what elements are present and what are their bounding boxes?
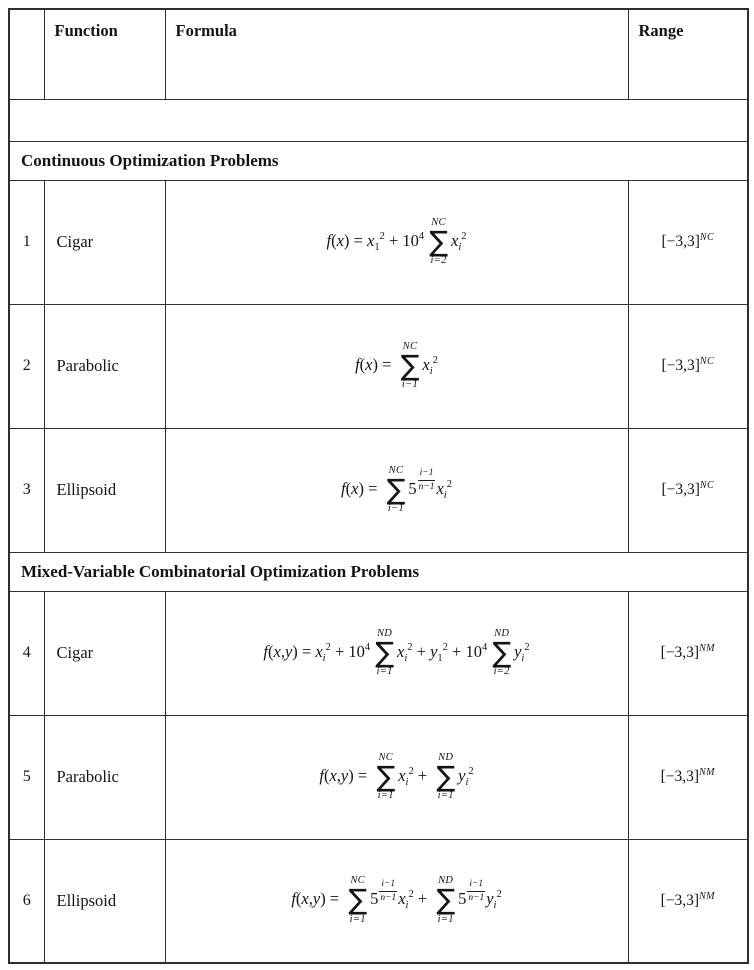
math-operator: ) = xyxy=(343,230,367,250)
range-cell xyxy=(628,428,748,552)
exponent-fraction xyxy=(418,468,436,493)
superscript: 4 xyxy=(418,230,425,242)
sum-lower-limit: i−1 xyxy=(387,503,405,515)
math-variable: x xyxy=(398,889,406,909)
section-row-continuous xyxy=(9,141,748,180)
math-operator: , xyxy=(308,889,313,909)
math-variable: y xyxy=(458,765,466,785)
table-row-6 xyxy=(9,839,748,963)
superscript: 4 xyxy=(364,641,371,653)
sigma-icon: ∑ xyxy=(436,883,456,917)
math-operator: + 10 xyxy=(330,641,365,661)
math-formula xyxy=(327,217,467,268)
table-row-1 xyxy=(9,180,748,304)
math-operator: 5 xyxy=(458,889,467,909)
math-operator: ( xyxy=(267,641,274,661)
sigma-icon: ∑ xyxy=(400,348,420,382)
sum-upper-limit: ND xyxy=(376,627,393,639)
row-number: 6 xyxy=(9,839,44,963)
math-variable: y xyxy=(284,641,293,661)
summation-symbol xyxy=(375,628,394,679)
fraction-denominator: n−1 xyxy=(380,893,397,904)
summation-symbol xyxy=(387,465,406,516)
superscript: 2 xyxy=(524,641,530,653)
math-operator: ( xyxy=(323,765,330,785)
range-cell xyxy=(628,715,748,839)
subscript: i xyxy=(405,900,409,912)
column-header-number xyxy=(9,9,44,99)
sum-lower-limit: i=1 xyxy=(376,666,393,678)
superscript: 2 xyxy=(461,230,467,242)
summation-symbol xyxy=(401,341,420,392)
range-exponent: NC xyxy=(699,232,715,243)
column-header-range: Range xyxy=(628,9,748,99)
range-exponent: NM xyxy=(699,890,715,902)
math-variable: x xyxy=(451,230,459,250)
math-variable: f xyxy=(319,765,324,785)
sum-upper-limit: NC xyxy=(378,751,394,763)
sum-upper-limit: NC xyxy=(388,464,404,476)
sum-upper-limit: NC xyxy=(402,340,418,352)
sigma-icon: ∑ xyxy=(348,883,368,917)
subscript: i xyxy=(429,365,433,377)
subscript: i xyxy=(465,776,469,788)
header-row xyxy=(9,9,748,99)
summation-symbol xyxy=(376,752,395,803)
sum-upper-limit: NC xyxy=(350,875,365,887)
math-variable: y xyxy=(486,889,494,909)
superscript: 2 xyxy=(442,641,448,653)
math-formula xyxy=(319,752,473,803)
formula-cell xyxy=(165,591,628,715)
formula-cell xyxy=(165,715,628,839)
summation-symbol xyxy=(436,752,455,803)
superscript: 2 xyxy=(496,889,502,901)
math-operator: ( xyxy=(359,354,366,374)
summation-symbol xyxy=(436,875,455,926)
math-operator: 5 xyxy=(370,889,379,909)
function-name: Parabolic xyxy=(44,304,165,428)
math-variable: x xyxy=(397,641,405,661)
table-row-4 xyxy=(9,591,748,715)
spacer-row xyxy=(9,99,748,141)
math-variable: x xyxy=(398,765,406,785)
section-title-continuous: Continuous Optimization Problems xyxy=(9,141,748,180)
fraction-numerator: i−1 xyxy=(467,879,485,892)
row-number: 4 xyxy=(9,591,44,715)
subscript: i xyxy=(493,900,497,912)
column-header-formula: Formula xyxy=(165,9,628,99)
exponent-fraction xyxy=(467,879,485,904)
math-operator: , xyxy=(336,765,341,785)
math-operator: ) = xyxy=(372,354,396,374)
fraction-numerator: i−1 xyxy=(418,468,436,481)
sum-lower-limit: i=1 xyxy=(437,914,454,926)
math-variable: x xyxy=(366,230,375,250)
function-name: Cigar xyxy=(44,180,165,304)
range-cell xyxy=(628,839,748,963)
subscript: 1 xyxy=(374,241,380,253)
math-variable: y xyxy=(312,889,321,909)
math-variable: f xyxy=(341,478,346,498)
section-row-mixed-variable xyxy=(9,552,748,591)
row-number: 1 xyxy=(9,180,44,304)
math-variable: x xyxy=(301,889,309,909)
superscript: 2 xyxy=(446,478,452,490)
math-operator: + 10 xyxy=(447,641,482,661)
sum-upper-limit: ND xyxy=(494,627,510,639)
math-operator: ( xyxy=(345,478,352,498)
math-variable: x xyxy=(315,641,323,661)
subscript: i xyxy=(521,652,525,664)
superscript: 2 xyxy=(379,230,385,242)
subscript: i xyxy=(404,652,408,664)
superscript: 2 xyxy=(432,354,438,366)
subscript: i xyxy=(443,489,447,501)
summation-symbol xyxy=(429,217,448,268)
sigma-icon: ∑ xyxy=(386,472,406,506)
range-interval: [−3,3] xyxy=(661,233,700,250)
function-name: Parabolic xyxy=(44,715,165,839)
range-exponent: NM xyxy=(699,643,715,654)
formula-cell xyxy=(165,428,628,552)
table-row-3 xyxy=(9,428,748,552)
math-operator: + 10 xyxy=(384,230,419,250)
fraction-numerator: i−1 xyxy=(379,879,397,892)
range-value xyxy=(661,357,714,374)
math-formula xyxy=(341,465,452,516)
superscript: 2 xyxy=(325,641,331,653)
function-name: Ellipsoid xyxy=(44,839,165,963)
sum-upper-limit: ND xyxy=(438,751,454,763)
sum-lower-limit: i=2 xyxy=(493,666,510,678)
fraction-denominator: n−1 xyxy=(468,893,485,904)
math-variable: f xyxy=(291,889,296,909)
math-variable: y xyxy=(340,765,349,785)
math-operator: ) = xyxy=(292,641,316,661)
math-operator: , xyxy=(280,641,285,661)
math-variable: x xyxy=(351,478,359,498)
formula-cell xyxy=(165,180,628,304)
math-variable: x xyxy=(436,478,444,498)
sigma-icon: ∑ xyxy=(429,224,448,258)
superscript: 4 xyxy=(481,641,488,653)
math-variable: f xyxy=(263,641,268,661)
math-operator: + xyxy=(413,765,432,785)
math-operator: ) = xyxy=(320,889,344,909)
range-cell xyxy=(628,304,748,428)
row-number: 5 xyxy=(9,715,44,839)
math-variable: x xyxy=(336,230,344,250)
subscript: i xyxy=(405,776,409,788)
range-cell xyxy=(628,591,748,715)
range-interval: [−3,3] xyxy=(660,644,700,661)
range-value xyxy=(661,481,714,498)
range-interval: [−3,3] xyxy=(660,891,700,909)
range-value xyxy=(661,892,715,909)
math-variable: f xyxy=(326,230,332,250)
exponent-fraction xyxy=(379,879,397,904)
column-header-function: Function xyxy=(44,9,165,99)
fraction-denominator: n−1 xyxy=(418,482,435,493)
math-formula xyxy=(355,341,438,392)
math-variable: f xyxy=(355,354,360,374)
math-operator: ) = xyxy=(358,478,382,498)
sum-upper-limit: ND xyxy=(438,875,454,887)
benchmark-functions-table xyxy=(8,8,749,964)
math-operator: ) = xyxy=(348,765,372,785)
subscript: 1 xyxy=(437,652,443,664)
range-value xyxy=(661,644,715,661)
spacer-cell xyxy=(9,99,748,141)
sigma-icon: ∑ xyxy=(492,635,512,669)
summation-symbol xyxy=(348,875,367,926)
math-operator: ( xyxy=(331,230,337,250)
table-row-5 xyxy=(9,715,748,839)
sigma-icon: ∑ xyxy=(375,635,395,669)
table-row-2 xyxy=(9,304,748,428)
math-formula xyxy=(291,875,501,926)
formula-cell xyxy=(165,304,628,428)
sum-lower-limit: i=2 xyxy=(430,255,447,267)
superscript: 2 xyxy=(468,765,474,777)
math-operator: 5 xyxy=(408,478,417,498)
range-interval: [−3,3] xyxy=(660,768,700,785)
math-variable: x xyxy=(422,354,430,374)
math-operator: + xyxy=(413,889,432,909)
superscript: 2 xyxy=(408,765,414,777)
sum-upper-limit: NC xyxy=(431,216,446,228)
function-name: Ellipsoid xyxy=(44,428,165,552)
superscript: 2 xyxy=(407,641,413,653)
function-name: Cigar xyxy=(44,591,165,715)
range-value xyxy=(661,233,714,250)
math-operator: + xyxy=(412,641,431,661)
range-interval: [−3,3] xyxy=(661,481,700,498)
math-variable: x xyxy=(329,765,337,785)
row-number: 2 xyxy=(9,304,44,428)
sum-lower-limit: i−1 xyxy=(401,379,419,391)
sum-lower-limit: i=1 xyxy=(377,790,394,802)
range-cell xyxy=(628,180,748,304)
summation-symbol xyxy=(492,628,511,679)
math-formula xyxy=(263,628,529,679)
math-variable: y xyxy=(430,641,438,661)
math-variable: y xyxy=(514,641,522,661)
section-title-mixed-variable: Mixed-Variable Combinatorial Optimization Problems xyxy=(9,552,748,591)
math-variable: x xyxy=(273,641,281,661)
range-value xyxy=(661,768,715,785)
superscript: 2 xyxy=(408,889,414,901)
sigma-icon: ∑ xyxy=(436,759,456,793)
range-interval: [−3,3] xyxy=(661,357,700,374)
math-variable: x xyxy=(365,354,373,374)
formula-cell xyxy=(165,839,628,963)
subscript: i xyxy=(458,241,462,253)
range-exponent: NC xyxy=(699,356,715,367)
math-operator: ( xyxy=(295,889,302,909)
row-number: 3 xyxy=(9,428,44,552)
sigma-icon: ∑ xyxy=(376,759,396,793)
range-exponent: NC xyxy=(699,480,715,491)
sum-lower-limit: i=1 xyxy=(349,914,366,926)
sum-lower-limit: i=1 xyxy=(437,790,454,802)
range-exponent: NM xyxy=(699,767,715,778)
subscript: i xyxy=(322,652,326,664)
